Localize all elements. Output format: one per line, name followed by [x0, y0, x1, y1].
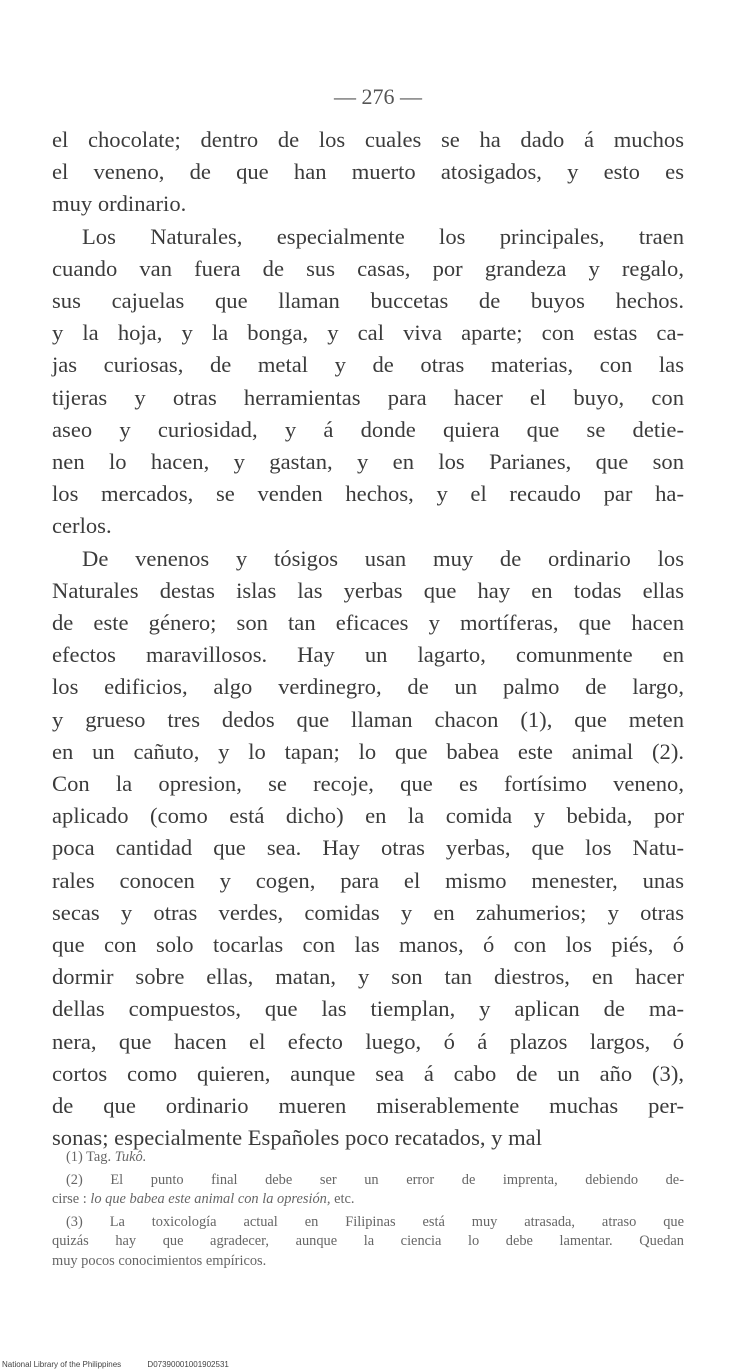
footnote-1: [52, 1148, 684, 1168]
text-line: sonas; especialmente Españoles poco recatados, y mal: [52, 1125, 542, 1151]
footnote-2-line2-pre: cirse :: [52, 1191, 87, 1207]
text-line: jas curiosas, de metal y de otras materias, con las: [52, 352, 684, 378]
page-number: — 276 —: [334, 84, 422, 109]
text-line: de este género; son tan eficaces y mortíferas, que hacen: [52, 610, 684, 636]
footnote-1-label: (1): [66, 1149, 83, 1165]
text-line: el veneno, de que han muerto atosigados, y esto es: [52, 159, 684, 185]
footnotes: [52, 1148, 684, 1271]
text-line: secas y otras verdes, comidas y en zahumerios; y otras: [52, 899, 684, 925]
footnote-2-line2-post: etc.: [334, 1191, 355, 1207]
footnote-2-line1-text: El punto final debe ser un error de imprenta, debiendo de-: [110, 1171, 684, 1188]
footnote-2-label: (2): [66, 1171, 83, 1188]
text-line: rales conocen y cogen, para el mismo menester, unas: [52, 867, 684, 893]
text-line: los mercados, se venden hechos, y el recaudo par ha-: [52, 481, 684, 507]
text-line: efectos maravillosos. Hay un lagarto, comunmente en: [52, 642, 684, 668]
footnote-3-line1-text: La toxicología actual en Filipinas está muy atrasada, atraso que: [109, 1213, 684, 1230]
text-line: sus cajuelas que llaman buccetas de buyos hechos.: [52, 288, 684, 314]
footnote-1-text: Tag.: [86, 1149, 112, 1165]
text-line: Con la opresion, se recoje, que es fortísimo veneno,: [52, 771, 684, 797]
text-line: el chocolate; dentro de los cuales se ha dado á muchos: [52, 127, 684, 152]
text-line: aplicado (como está dicho) en la comida y bebida, por: [52, 803, 684, 829]
text-line: aseo y curiosidad, y á donde quiera que se detie-: [52, 416, 684, 442]
text-line: Naturales destas islas las yerbas que hay en todas ellas: [52, 577, 684, 603]
text-line: que con solo tocarlas con las manos, ó con los piés, ó: [52, 932, 684, 958]
footnote-1-italic: Tukô.: [114, 1149, 147, 1165]
footnote-3-line-3: muy pocos conocimientos empíricos.: [52, 1252, 267, 1269]
footnote-2-line2-italic: lo que babea este animal con la opresión,: [90, 1191, 331, 1207]
text-line: cortos como quieren, aunque sea á cabo de un año (3),: [52, 1060, 684, 1086]
text-line: tijeras y otras herramientas para hacer el buyo, con: [52, 384, 684, 410]
text-line: y grueso tres dedos que llaman chacon (1), que meten: [52, 706, 684, 732]
text-line: y la hoja, y la bonga, y cal viva aparte; con estas ca-: [52, 320, 684, 346]
text-line: De venenos y tósigos usan muy de ordinario los: [82, 545, 684, 571]
text-line: los edificios, algo verdinegro, de un palmo de largo,: [52, 674, 684, 700]
text-line: dormir sobre ellas, matan, y son tan diestros, en hacer: [52, 964, 684, 990]
text-line: dellas compuestos, que las tiemplan, y aplican de ma-: [52, 996, 684, 1022]
footnote-2-line-1: [52, 1171, 684, 1191]
text-line: nen lo hacen, y gastan, y en los Parianes, que son: [52, 449, 684, 475]
text-line: Los Naturales, especialmente los principales, traen: [82, 223, 684, 249]
footer-code: D07390001001902531: [147, 1360, 229, 1369]
footnote-3-label: (3): [66, 1213, 83, 1230]
text-line: cuando van fuera de sus casas, por grandeza y regalo,: [52, 255, 684, 281]
text-line: de que ordinario mueren miserablemente muchas per-: [52, 1093, 684, 1119]
footer-library: National Library of the Philippines: [2, 1360, 122, 1369]
text-line: en un cañuto, y lo tapan; lo que babea este animal (2).: [52, 738, 684, 764]
scan-footer: [2, 1360, 253, 1369]
text-line: nera, que hacen el efecto luego, ó á plazos largos, ó: [52, 1028, 684, 1054]
text-line: cerlos.: [52, 513, 112, 539]
body-text: [52, 124, 684, 1155]
footnote-3-line-2: quizás hay que agradecer, aunque la ciencia lo debe lamentar. Quedan: [52, 1233, 684, 1249]
text-line: poca cantidad que sea. Hay otras yerbas, que los Natu-: [52, 835, 684, 861]
footnote-3-line-1: [52, 1213, 684, 1233]
text-line: muy ordinario.: [52, 191, 187, 217]
footnote-2-line-2: [52, 1190, 684, 1210]
